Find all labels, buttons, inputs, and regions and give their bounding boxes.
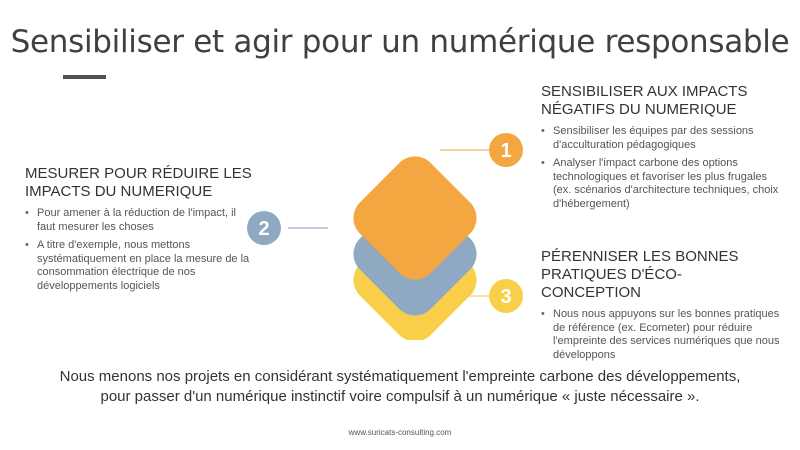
heading-line: SENSIBILISER AUX IMPACTS [541,83,748,100]
section-heading [541,83,781,119]
bullet-item: • Analyser l'impact carbone des options technologiques et favoriser les plus frugales (ex. scénarios d'architecture techniques, choix d'hébergement) [541,157,781,211]
bullet-list [25,207,255,293]
website-url: www.suricats-consulting.com [348,428,452,437]
section-mesurer [25,165,255,298]
heading-line: MESURER POUR RÉDUIRE LES [25,165,252,182]
bullet-item: • Sensibiliser les équipes par des sessions d'acculturation pédagogiques [541,125,781,152]
conclusion-text [0,367,800,407]
title-underline [63,75,106,79]
section-heading [541,248,781,302]
page-title: Sensibiliser et agir pour un numérique responsable [10,24,790,60]
section-heading [25,165,255,201]
section-sensibiliser [541,83,781,216]
conclusion-line-2: pour passer d'un numérique instinctif voire compulsif à un numérique « juste nécessaire ». [100,388,700,405]
stacked-layers-diagram [240,120,540,340]
bullet-list [541,308,781,362]
heading-line: NÉGATIFS DU NUMERIQUE [541,101,737,118]
bullet-item: • Pour amener à la réduction de l'impact, il faut mesurer les choses [25,207,255,234]
conclusion-line-1: Nous menons nos projets en considérant systématiquement l'empreinte carbone des développements, [59,368,741,385]
bullet-item: • Nous nous appuyons sur les bonnes pratiques de référence (ex. Ecometer) pour réduire l'empreinte des services numériques que nous développons [541,308,781,362]
bullet-list [541,125,781,211]
badge-3-number: 3 [500,286,512,308]
badge-1-number: 1 [500,140,512,162]
heading-line: IMPACTS DU NUMERIQUE [25,183,213,200]
badge-2-number: 2 [258,218,270,240]
heading-line: PRATIQUES D'ÉCO-CONCEPTION [541,266,682,301]
heading-line: PÉRENNISER LES BONNES [541,248,739,265]
section-perenniser [541,248,781,367]
bullet-item: • A titre d'exemple, nous mettons systématiquement en place la mesure de la consommation électrique de nos développements logiciels [25,239,255,293]
